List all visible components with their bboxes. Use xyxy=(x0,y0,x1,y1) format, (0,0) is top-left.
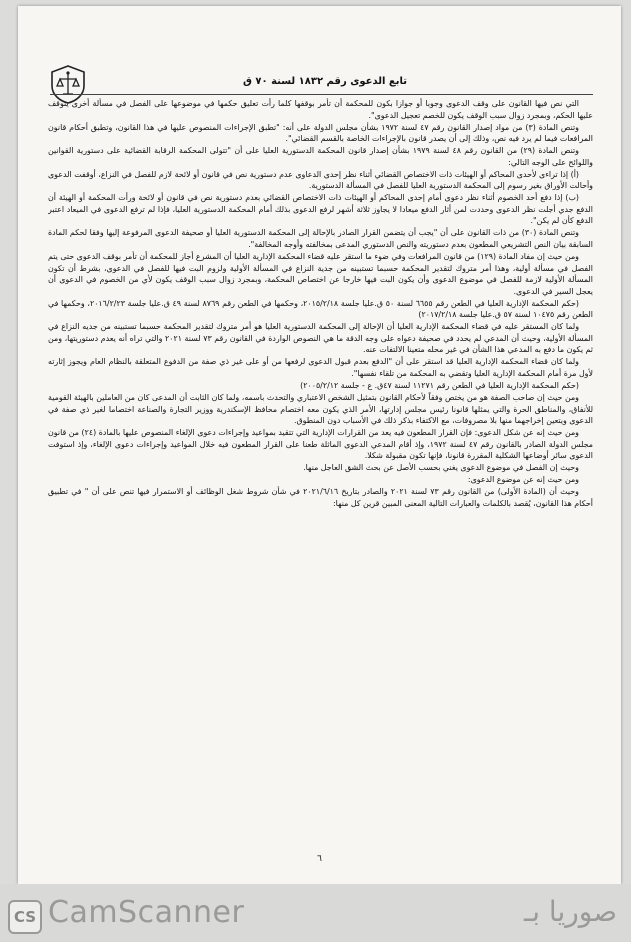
paragraph: (حكم المحكمة الإدارية العليا في الطعن رقم ٦٦٥٥ لسنة ٥٠ ق.عليا جلسة ٢٠١٥/٢/١٨، وحكمها في الطعن رقم ٨٧٦٩ لسنة ٤٩ ق.عليا جلسة ٢٠١٦/٢/٢٣، وحكمها في الطعن رقم ١٠٤٧٥ لسنة ٥٧ ق.عليا جلسة ٢٠١٧/٢/١٨) xyxy=(48,298,593,320)
camscanner-logo-icon: CS xyxy=(8,900,42,934)
camscanner-arabic-watermark: صوريا بـ xyxy=(524,895,617,928)
paragraph: (أ) إذا تراءى لأحدى المحاكم أو الهيئات ذات الاختصاص القضائي أثناء نظر إحدى الدعاوى عدم دستورية نص في قانون أو لائحة لازم للفصل في النزاع، أوقفت الدعوى وأحالت الأوراق بغير رسوم إلى المحكمة الدستورية العليا للفصل في المسألة الدستورية. xyxy=(48,169,593,191)
camscanner-watermark: CamScanner xyxy=(48,895,245,930)
paragraph: (ب) إذا دفع أحد الخصوم أثناء نظر دعوى أمام إحدى المحاكم أو الهيئات ذات الاختصاص القضائي بعدم دستورية نص في قانون أو لائحة ورأت المحكمة أو الهيئة أن الدفع جدي أجلت نظر الدعوى وحددت لمن أثار الدفع ميعادا لا يجاوز ثلاثة أشهر لرفع الدعوى بذلك أمام المحكمة الدستورية العليا، فإذا لم ترفع الدعوى في الميعاد اعتبر الدفع كأن لم يكن". xyxy=(48,193,593,226)
paragraph: وتنص المادة (٣) من مواد إصدار القانون رقم ٤٧ لسنة ١٩٧٢ بشأن مجلس الدولة على أنه: "تطبق الإجراءات المنصوص عليها في هذا القانون، وتطبق أحكام قانون المرافعات فيما لم يرد فيه نص، وذلك إلى أن يصدر قانون بالإجراءات الخاصة بالقسم القضائي". xyxy=(48,122,593,144)
paragraph: ومن حيث إن مفاد المادة (١٢٩) من قانون المرافعات وفي ضوء ما استقر عليه قضاء المحكمة الإدارية العليا أن المشرع أجاز للمحكمة أن تأمر بوقف الدعوى حتى يتم الفصل في مسألة أولية، وهذا أمر متروك لتقدير المحكمة حسبما تستبينه من جدية النزاع في المسألة الأولية ولزوم البت فيها للفصل في الدعوى، بشرط أن تكون المسألة الأولية لازمة للفصل في موضوع الدعوى وأن يكون البت فيها خارجا عن اختصاص المحكمة، وبمجرد زوال سبب الوقف يكون لأي من الخصوم في الدعوى أن يعجل السير في الدعوى. xyxy=(48,252,593,296)
paragraph: وتنص المادة (٢٩) من القانون رقم ٤٨ لسنة ١٩٧٩ بشأن إصدار قانون المحكمة الدستورية العليا على أن "تتولى المحكمة الرقابة القضائية على دستورية القوانين واللوائح على الوجه التالي: xyxy=(48,146,593,167)
paragraph: ومن حيث إنه عن موضوع الدعوى: xyxy=(467,475,579,485)
paragraph: ومن حيث إنه عن شكل الدعوى: فإن القرار المطعون فيه يعد من القرارات الإدارية التي تتقيد بمواعيد وإجراءات دعوى الإلغاء المنصوص عليها بالمادة (٢٤) من قانون مجلس الدولة الصادر بالقانون رقم ٤٧ لسنة ١٩٧٢، وإذ أقام المدعي الدعوى الماثلة طعنا على القرار المطعون فيه خلال المواعيد وإجراءات دعوى الإلغاء، وإذ استوفت الدعوى سائر أوضاعها الشكلية المقررة قانونا، فإنها تكون مقبولة شكلا. xyxy=(48,428,593,461)
paragraph: التي نص فيها القانون على وقف الدعوى وجوبا أو جوازا بكون للمحكمة أن تأمر بوقفها كلما رأت تعليق حكمها في موضوعها على الفصل في مسألة أخرى يتوقف عليها الحكم، وبمجرد زوال سبب الوقف يكون للخصم تعجيل الدعوى". xyxy=(48,99,593,120)
paragraph: ولما كان المستقر عليه في قضاء المحكمة الإدارية العليا أن الإحالة إلى المحكمة الدستورية العليا هو أمر متروك لتقدير المحكمة حسبما تستبينه من جديه النزاع في المسألة الأولية، وحيث أن المدعي لم يحدد في صحيفة دعواه على وجه الدقة ما هي النصوص الواردة في القانون رقم ٧٣ لسنة ٢٠٢١ والتي تراه أنه يعدم دستوريتها، ومن ثم يكون ما دفع به المدعي هذا الشأن في غير محله متعينا الالتفات عنه. xyxy=(48,322,593,355)
paragraph: وحيث أن (المادة الأولى) من القانون رقم ٧٣ لسنة ٢٠٢١ والصادر بتاريخ ٢٠٢١/٦/١٦ في شأن شروط شغل الوظائف أو الاستمرار فيها تنص على أن " في تطبيق أحكام هذا القانون، يُقصد بالكلمات والعبارات التالية المعنى المبين قرين كل منها: xyxy=(48,487,593,508)
paragraph: وحيث إن الفصل في موضوع الدعوى يغني بحسب الأصل عن بحث الشق العاجل منها. xyxy=(303,463,579,473)
paragraph: وتنص المادة (٣٠) من ذات القانون على أن "يجب أن يتضمن القرار الصادر بالإحالة إلى المحكمة الدستورية العليا أو صحيفة الدعوى المرفوعة إليها وفقا لحكم المادة السابقة بيان النص التشريعي المطعون بعدم دستوريته والنص الدستوري المدعى بمخالفته وأوجه المخالفة". xyxy=(48,228,593,249)
case-header: تابع الدعوى رقم ١٨٣٢ لسنة ٧٠ ق xyxy=(242,76,407,87)
paragraph: ولما كان قضاء المحكمة الإدارية العليا قد استقر على أن "الدفع بعدم قبول الدعوى لرفعها من أو على غير ذي صفة من الدفوع المتعلقة بالنظام العام ويجوز إثارته لأول مرة أمام المحكمة الإدارية العليا وتقضي به المحكمة من تلقاء نفسها". xyxy=(48,357,593,378)
paragraph: ومن حيث إن صاحب الصفة هو من يختص وفقاً لأحكام القانون بتمثيل الشخص الاعتباري والتحدث باسمه، ولما كان الثابت أن المدعى كان من العاملين بالهيئة القومية للأنفاق، والمناطق الحرة والتي يمثلها قانونا رئيس مجلس إدارتها، الأمر الذي يكون معه اختصام محافظ الإسكندرية ووزير التجارة والصناعة اختصاما لغير ذي صفة في الدعوى ويتعين إخراجهما منها بلا مصروفات، مع الاكتفاء بذكر ذلك في الأسباب دون المنطوق. xyxy=(48,393,593,426)
page-number: ٦ xyxy=(317,854,322,864)
document-body xyxy=(48,98,593,844)
header-divider xyxy=(50,94,593,95)
document-page xyxy=(18,6,621,884)
paragraph: (حكم المحكمة الإدارية العليا في الطعن رقم ١١٢٧١ لسنة ٤٧ق. ع - جلسة ٢٠٠٥/٢/١٢) xyxy=(300,380,579,390)
